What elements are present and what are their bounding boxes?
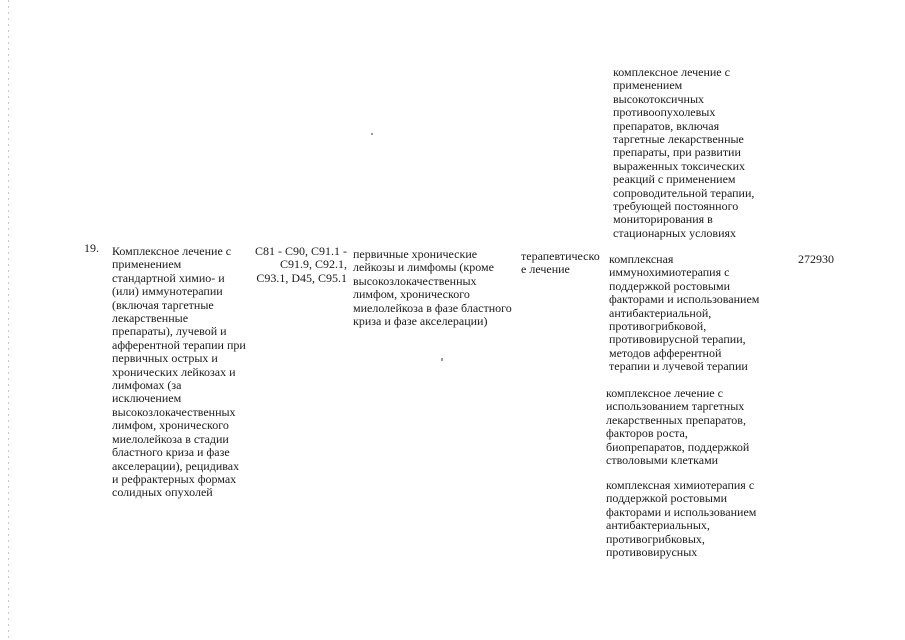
scan-speck bbox=[441, 358, 443, 361]
previous-row-method: комплексное лечение с применением высокотоксичных противоопухолевых препаратов, включая таргетные лекарственные препараты, при развитии выраженных токсических реакций с применением сопроводительной терапии, требующей постоянного мониторирования в стационарных условиях bbox=[613, 65, 755, 240]
icd-codes: C81 - C90, C91.1 - C91.9, C92.1, C93.1, D45, C95.1 bbox=[255, 244, 348, 285]
scan-speck bbox=[371, 133, 373, 135]
treatment-method-3: комплексная химиотерапия с поддержкой ростовыми факторами и использованием антибактериальных, противогрибковых, противовирусных bbox=[606, 478, 757, 560]
patient-model: первичные хронические лейкозы и лимфомы (кроме высокозлокачественных лимфом, хронического миелолейкоза в фазе бластного криза и фазе акселерации) bbox=[353, 247, 512, 329]
cost-value: 272930 bbox=[798, 252, 834, 266]
treatment-method-2: комплексное лечение с использованием таргетных лекарственных препаратов, факторов роста, биопрепаратов, поддержкой стволовыми клетками bbox=[606, 386, 750, 468]
treatment-method-1: комплексная иммунохимиотерапия с поддержкой ростовыми факторами и использованием антибактериальной, противогрибковой, противовирусной терапии, методов афферентной терапии и лучевой терапии bbox=[609, 252, 760, 374]
care-type-name: Комплексное лечение с применением стандартной химио- и (или) иммунотерапии (включая таргетные лекарственные препараты), лучевой и афферентной терапии при первичных острых и хронических лейкозах и лимфомах (за исключением высокозлокачественных лимфом, хронического миелолейкоза в стадии бластного криза и фазе акселерации), рецидивах и рефрактерных формах солидных опухолей bbox=[112, 244, 246, 500]
row-number: 19. bbox=[84, 241, 99, 255]
treatment-type: терапевтическо е лечение bbox=[521, 249, 600, 277]
scan-edge bbox=[8, 0, 9, 640]
